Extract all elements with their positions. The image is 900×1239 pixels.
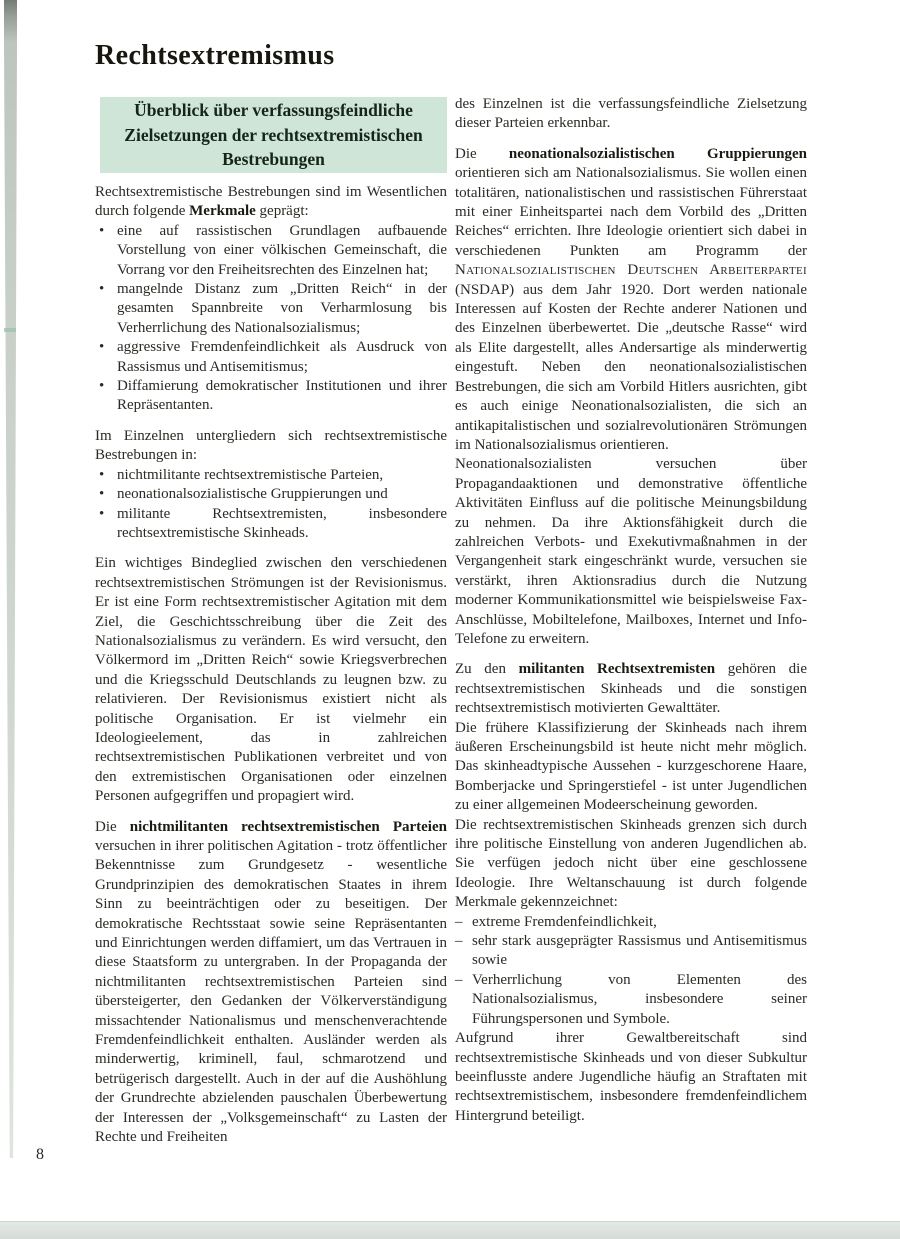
body-text: Die frühere Klassifizierung der Skinheads nach ihrem äußeren Erscheinungsbild ist heute nicht mehr möglich. Das skinheadtypische Aussehen - kurzgeschorene Haare, Bomberjacke und Springerstiefel - ist unter Jugendlichen zu einer allgemeinen Modeerscheinung geworden. xyxy=(455,719,807,814)
list-item xyxy=(455,932,807,971)
list-item xyxy=(95,466,447,485)
list-item xyxy=(455,971,807,1029)
list-item xyxy=(95,485,447,504)
section-heading-text: Überblick über verfassungsfeindliche Zielsetzungen der rechtsextremistischen Bestrebungen xyxy=(124,100,423,169)
list-item-text: aggressive Fremdenfeindlichkeit als Ausdruck von Rassismus und Antisemitismus; xyxy=(117,339,447,375)
list-item-text: extreme Fremdenfeindlichkeit, xyxy=(472,913,657,930)
list-item-text: eine auf rassistischen Grundlagen aufbauende Vorstellung von einer völkischen Gemeinschaft, die Vorrang vor den Freiheitsrechten des Einzelnen hat; xyxy=(117,222,447,278)
body-text: Die xyxy=(95,818,130,835)
paragraph xyxy=(455,816,807,913)
list-item xyxy=(95,377,447,416)
body-text: Die xyxy=(455,145,509,162)
bullet-marker: • xyxy=(99,505,105,522)
dash-marker: – xyxy=(455,933,463,950)
body-text: Im Einzelnen untergliedern sich rechtsextremistische Bestrebungen in: xyxy=(95,427,447,464)
list-item-text: nichtmilitante rechtsextremistische Parteien, xyxy=(117,466,384,483)
paragraph xyxy=(95,183,447,222)
bullet-marker: • xyxy=(99,378,105,395)
bullet-marker: • xyxy=(99,339,105,356)
body-text: versuchen in ihrer politischen Agitation - trotz öffentlicher Bekenntnisse zum Grundgesetz - wesentliche Grundprinzipien des demokratischen Staates in ihrem Sinn zu beeinträchtigen oder zu beseitigen. Der demokratische Rechtsstaat sowie seine Repräsentanten und Einrichtungen werden diffamiert, um das Vertrauen in diese Staatsform zu untergraben. In der Propaganda der nichtmilitanten rechtsextremistischen Parteien sind übersteigerter, den Gedanken der Völkerverständigung missachtender Nationalismus und menschenverachtende Fremdenfeindlichkeit enthalten. Ausländer werden als minderwertig, kriminell, faul, schmarotzend und betrügerisch dargestellt. Auch in der auf die Aushöhlung der Grundrechte abzielenden pauschalen Überbewertung der Interessen der „Volksgemeinschaft“ zu Lasten der Rechte und Freiheiten xyxy=(95,838,447,1146)
list-item xyxy=(95,280,447,338)
body-text: gehören die rechtsextremistischen Skinheads und die sonstigen rechtsextremistisch motivierten Gewalttäter. xyxy=(455,661,807,717)
page-number: 8 xyxy=(36,1146,44,1163)
body-text: Ein wichtiges Bindeglied zwischen den verschiedenen rechtsextremistischen Strömungen ist der Revisionismus. Er ist eine Form rechtsextremistischer Agitation mit dem Ziel, die Geschichtsschreibung über die Zeit des Nationalsozialismus zu verändern. Es wird versucht, den Völkermord im „Dritten Reich“ sowie Kriegsverbrechen und die Kriegsschuld Deutschlands zu leugnen bzw. zu relativieren. Der Revisionismus existiert nicht als politische Organisation. Er ist vielmehr ein Ideologieelement, das in zahlreichen rechtsextremistischen Publikationen verbreitet und von den extremistischen Organisationen oder einzelnen Personen aufgegriffen und propagiert wird. xyxy=(95,555,447,805)
bottom-band xyxy=(0,1221,900,1239)
body-text: Die rechtsextremistischen Skinheads grenzen sich durch ihre politische Einstellung von anderen Jugendlichen ab. Sie verfügen jedoch nicht über eine geschlossene Ideologie. Ihre Weltanschauung ist durch folgende Merkmale gekennzeichnet: xyxy=(455,816,807,911)
list-item xyxy=(95,222,447,280)
bold-text: Merkmale xyxy=(189,203,256,220)
list-item xyxy=(455,913,807,932)
section-heading-box xyxy=(100,97,447,173)
left-text-column xyxy=(95,183,447,1148)
bullet-marker: • xyxy=(99,466,105,483)
body-text: Neonationalsozialisten versuchen über Propagandaaktionen und demonstrative öffentliche Aktivitäten Einfluss auf die politische Meinungsbildung zu nehmen. Da ihre Aktionsfähigkeit durch die zahlreichen Verbots- und Exekutivmaßnahmen in der Vergangenheit stark eingeschränkt wurde, versuchen sie verstärkt, ihren Aktionsradius durch die Nutzung moderner Kommunikationsmittel wie beispielsweise Fax-Anschlüsse, Mobiltelefone, Mailboxes, Internet und Info-Telefone zu erweitern. xyxy=(455,456,807,647)
paragraph xyxy=(455,660,807,718)
paragraph xyxy=(95,818,447,1148)
bullet-marker: • xyxy=(99,222,105,239)
list-item-text: mangelnde Distanz zum „Dritten Reich“ in der gesamten Spannbreite von Verharmlosung bis Verherrlichung des Nationalsozialismus; xyxy=(117,281,447,336)
list-item-text: Verherrlichung von Elementen des Nationalsozialismus, insbesondere seiner Führungspersonen und Symbole. xyxy=(472,971,807,1027)
body-text: geprägt: xyxy=(255,203,309,220)
list-item-text: Diffamierung demokratischer Institutionen und ihrer Repräsentanten. xyxy=(117,378,447,414)
dash-marker: – xyxy=(455,913,463,930)
dash-marker: – xyxy=(455,971,463,988)
paragraph xyxy=(95,427,447,466)
paragraph xyxy=(95,554,447,806)
paragraph xyxy=(455,719,807,816)
list-item-text: neonationalsozialistische Gruppierungen und xyxy=(117,486,388,503)
bullet-marker: • xyxy=(99,281,105,298)
paragraph xyxy=(455,145,807,456)
page-gutter-shadow xyxy=(4,0,17,1158)
bold-text: militanten Rechtsextremisten xyxy=(518,661,716,678)
list-item-text: sehr stark ausgeprägter Rassismus und Antisemitismus sowie xyxy=(472,933,807,969)
paragraph xyxy=(455,455,807,649)
paragraph xyxy=(455,95,807,134)
body-text: Aufgrund ihrer Gewaltbereitschaft sind rechtsextremistische Skinheads und von dieser Subkultur beeinflusste andere Jugendliche häufig an Straftaten mit rechtsextremistischem, insbesondere fremdenfeindlichem Hintergrund beteiligt. xyxy=(455,1030,807,1124)
body-text: (NSDAP) aus dem Jahr 1920. Dort werden nationale Interessen auf Kosten der Rechte anderer Nationen und des Einzelnen überbewertet. Die „deutsche Rasse“ wird als Elite dargestellt, alles Andersartige als minderwertig eingestuft. Neben den neonationalsozialistischen Bestrebungen, die sich am Vorbild Hitlers ausrichten, gibt es auch einige Neonationalsozialisten, die sich an antikapitalistischen und sozialrevolutionären Strömungen im Nationalsozialismus orientieren. xyxy=(455,281,807,453)
right-text-column xyxy=(455,95,807,1126)
bullet-list xyxy=(95,466,447,544)
gutter-tick-mark xyxy=(4,328,16,332)
bold-text: nichtmilitanten rechtsextremistischen Parteien xyxy=(129,818,447,835)
bullet-list xyxy=(95,222,447,416)
body-text: des Einzelnen ist die verfassungsfeindliche Zielsetzung dieser Parteien erkennbar. xyxy=(455,96,807,132)
smallcaps-text: Nationalsozialistischen Deutschen Arbeiterpartei xyxy=(455,262,807,279)
list-item xyxy=(95,505,447,544)
list-item-text: militante Rechtsextremisten, insbesondere rechtsextremistische Skinheads. xyxy=(117,505,447,541)
bullet-marker: • xyxy=(99,486,105,503)
list-item xyxy=(95,338,447,377)
bold-text: neonationalsozialistischen Gruppierungen xyxy=(508,145,807,162)
page-title: Rechtsextremismus xyxy=(95,40,335,71)
body-text: orientieren sich am Nationalsozialismus. Sie wollen einen totalitären, nationalistischen und rassistischen Führerstaat mit einer Einheitspartei nach dem Vorbild des „Dritten Reiches“ errichten. Ihre Ideologie orientiert sich dabei in verschiedenen Punkten am Programm der xyxy=(455,165,807,259)
body-text: Zu den xyxy=(455,661,519,678)
dash-list xyxy=(455,913,807,1029)
body-text: Rechtsextremistische Bestrebungen sind im Wesentlichen durch folgende xyxy=(95,184,447,220)
paragraph xyxy=(455,1029,807,1126)
